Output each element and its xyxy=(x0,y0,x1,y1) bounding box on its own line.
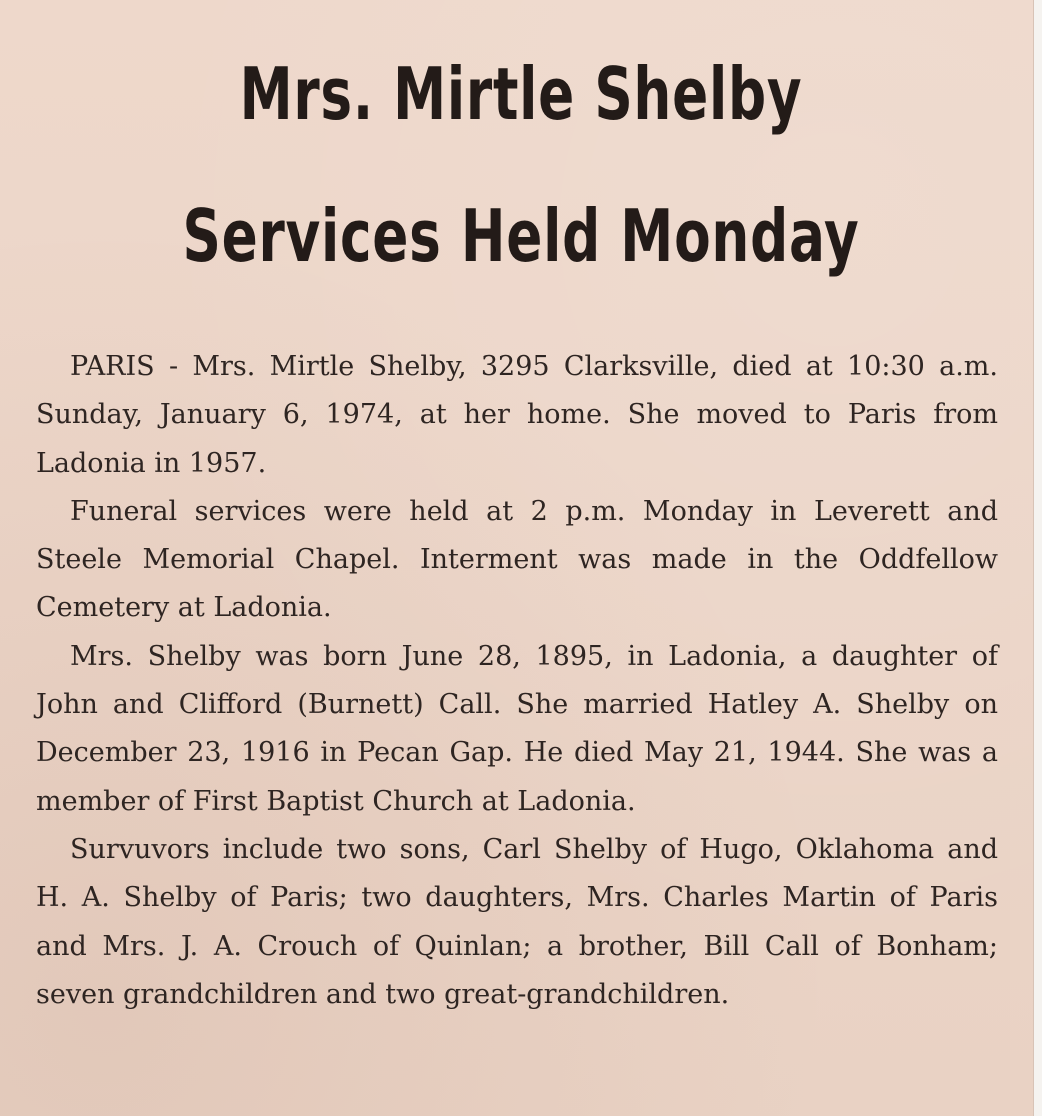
page-edge xyxy=(1033,0,1042,1116)
article-body xyxy=(36,343,998,1019)
headline-line-2: Services Held Monday xyxy=(182,194,860,278)
paragraph-death-notice: PARIS - Mrs. Mirtle Shelby, 3295 Clarksville, died at 10:30 a.m. Sunday, January 6, 1974, at her home. She moved to Paris from Ladonia in 1957. xyxy=(36,351,998,479)
headline-line-1: Mrs. Mirtle Shelby xyxy=(239,52,803,136)
paragraph-survivors: Survuvors include two sons, Carl Shelby of Hugo, Oklahoma and H. A. Shelby of Paris; two daughters, Mrs. Charles Martin of Paris and Mrs. J. A. Crouch of Quinlan; a brother, Bill Call of Bonham; seven grandchildren and two great-grandchildren. xyxy=(36,833,998,1010)
paragraph-funeral-services: Funeral services were held at 2 p.m. Monday in Leverett and Steele Memorial Chapel. Interment was made in the Oddfellow Cemetery at Ladonia. xyxy=(36,495,998,624)
paragraph-biography: Mrs. Shelby was born June 28, 1895, in Ladonia, a daughter of John and Clifford (Burnett) Call. She married Hatley A. Shelby on December 23, 1916 in Pecan Gap. He died May 21, 1944. She was a member of First Baptist Church at Ladonia. xyxy=(36,640,998,817)
